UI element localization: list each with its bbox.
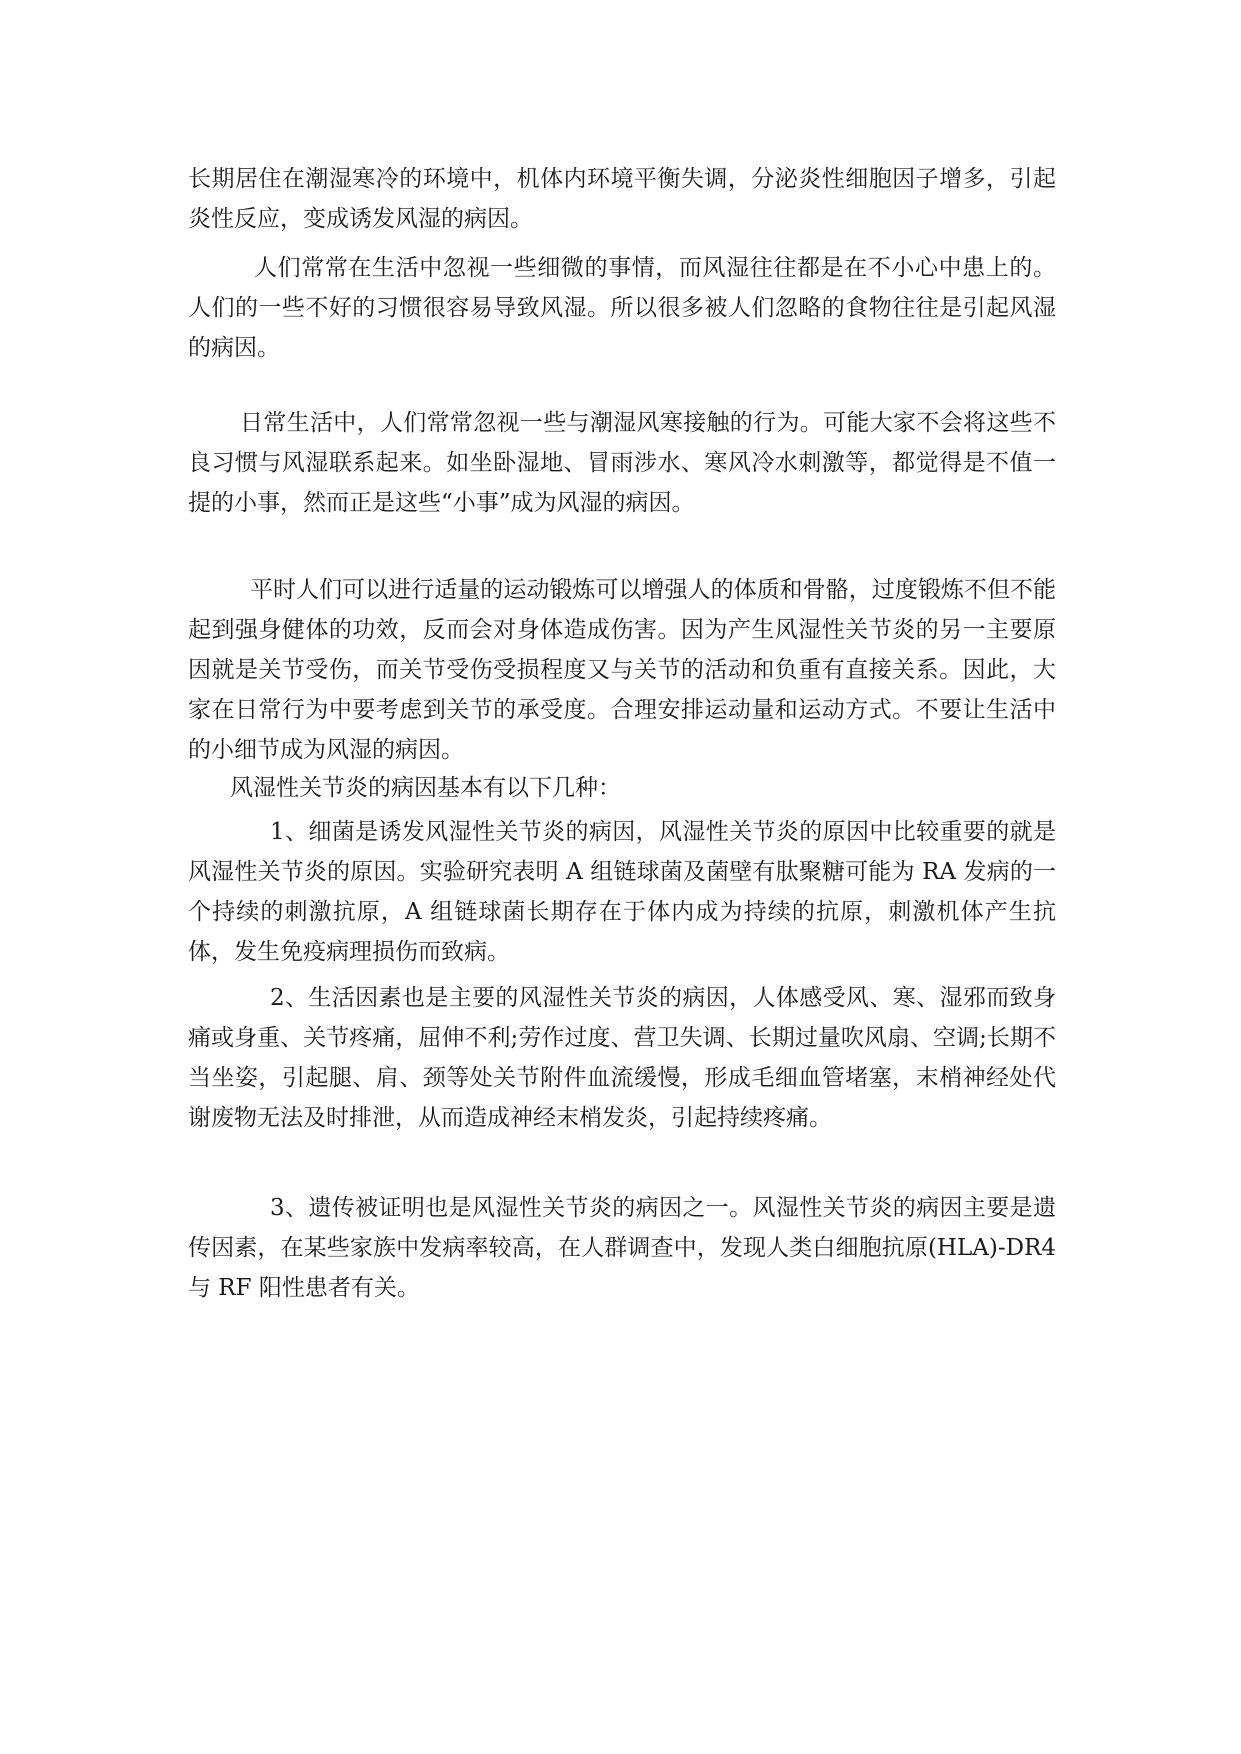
paragraph-neglected-habits: 人们常常在生活中忽视一些细微的事情，而风湿往往都是在不小心中患上的。人们的一些不好的习惯很容易导致风湿。所以很多被人们忽略的食物往往是引起风湿的病因。	[188, 255, 1056, 361]
paragraph-daily-life-damp-exposure: 日常生活中，人们常常忽视一些与潮湿风寒接触的行为。可能大家不会将这些不良习惯与风湿联系起来。如坐卧湿地、冒雨涉水、寒风冷水刺激等，都觉得是不值一提的小事，然而正是这些“小事”成为风湿的病因。	[188, 410, 1056, 516]
paragraph-damp-cold-environment: 长期居住在潮湿寒冷的环境中，机体内环境平衡失调，分泌炎性细胞因子增多，引起炎性反应，变成诱发风湿的病因。	[188, 166, 1056, 232]
paragraph-excessive-exercise: 平时人们可以进行适量的运动锻炼可以增强人的体质和骨骼，过度锻炼不但不能起到强身健体的功效，反而会对身体造成伤害。因为产生风湿性关节炎的另一主要原因就是关节受伤，而关节受伤受损程度又与关节的活动和负重有直接关系。因此，大家在日常行为中要考虑到关节的承受度。合理安排运动量和运动方式。不要让生活中的小细节成为风湿的病因。	[188, 577, 1056, 763]
paragraph-cause-lifestyle: 2、生活因素也是主要的风湿性关节炎的病因，人体感受风、寒、湿邪而致身痛或身重、关节疼痛，屈伸不利;劳作过度、营卫失调、长期过量吹风扇、空调;长期不当坐姿，引起腿、肩、颈等处关节附件血流缓慢，形成毛细血管堵塞，末梢神经处代谢废物无法及时排泄，从而造成神经末梢发炎，引起持续疼痛。	[188, 985, 1056, 1131]
paragraph-cause-bacteria: 1、细菌是诱发风湿性关节炎的病因，风湿性关节炎的原因中比较重要的就是风湿性关节炎的原因。实验研究表明 A 组链球菌及菌壁有肽聚糖可能为 RA 发病的一个持续的刺激抗原，A 组链球菌长期存在于体内成为持续的抗原，刺激机体产生抗体，发生免疫病理损伤而致病。	[188, 819, 1057, 965]
paragraph-cause-heredity: 3、遗传被证明也是风湿性关节炎的病因之一。风湿性关节炎的病因主要是遗传因素，在某些家族中发病率较高，在人群调查中，发现人类白细胞抗原(HLA)-DR4 与 RF 阳性患者有关。	[188, 1195, 1056, 1301]
paragraph-causes-intro: 风湿性关节炎的病因基本有以下几种：	[230, 775, 621, 801]
